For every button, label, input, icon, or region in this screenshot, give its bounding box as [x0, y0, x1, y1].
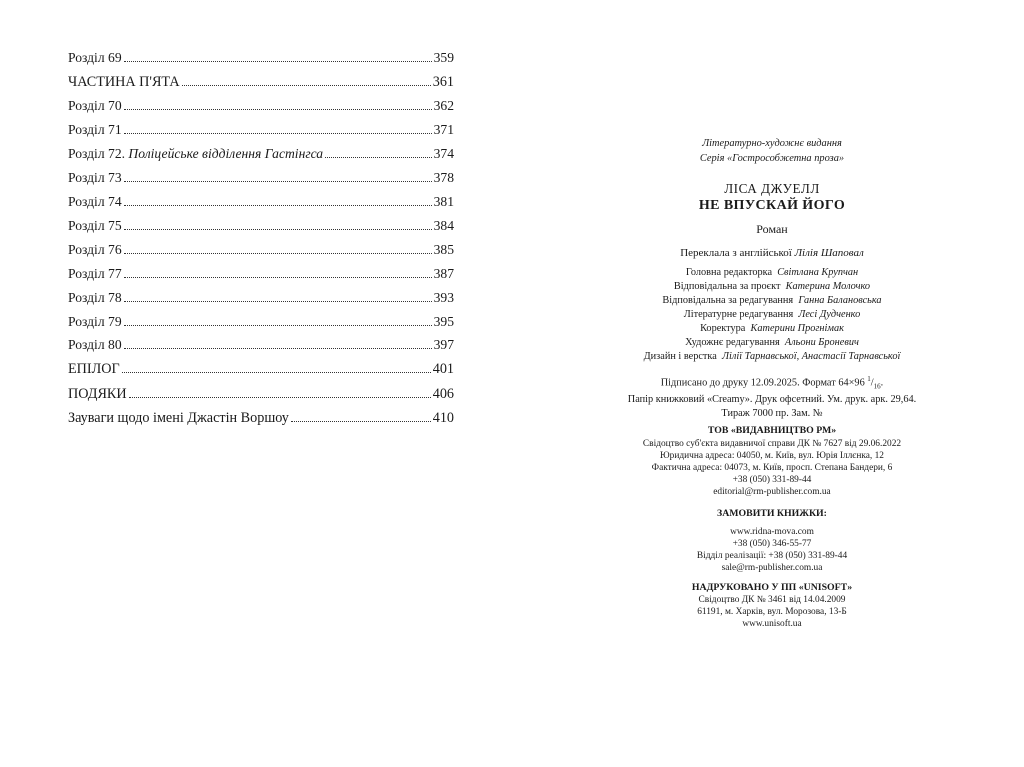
credit-name: Лілії Тарнавської, Анастасії Тарнавської	[722, 351, 901, 362]
order-line: +38 (050) 346-55-77	[732, 538, 812, 549]
publisher-line: Свідоцтво суб'єкта видавничої справи ДК № 7627 від 29.06.2022	[642, 438, 902, 449]
toc-entry	[68, 190, 454, 214]
toc-entry	[68, 70, 454, 95]
toc-label: ЕПІЛОГ	[68, 361, 120, 378]
author-name: ЛІСА ДЖУЕЛЛ	[724, 181, 820, 196]
imprint-block	[614, 136, 930, 630]
credit-name: Ганна Балановська	[798, 295, 882, 306]
order-line: Відділ реалізації: +38 (050) 331-89-44	[696, 551, 848, 562]
toc-entry	[68, 142, 454, 166]
toc-entry	[68, 238, 454, 262]
translator-line	[614, 247, 930, 259]
toc-entry	[68, 214, 454, 238]
toc-entry	[68, 94, 454, 118]
order-heading: ЗАМОВИТИ КНИЖКИ:	[717, 507, 827, 519]
toc-entry	[68, 286, 454, 310]
toc-entry	[68, 166, 454, 190]
toc-label: Розділ 77	[68, 265, 122, 281]
toc-label: Розділ 74	[68, 194, 122, 210]
toc-entry	[68, 333, 454, 357]
publisher-line: editorial@rm-publisher.com.ua	[713, 487, 831, 498]
toc-entry	[68, 310, 454, 334]
toc-leader	[124, 325, 432, 326]
toc-page-number: 374	[433, 146, 454, 162]
toc-leader	[124, 348, 432, 349]
translator-name: Лілія Шаповал	[794, 247, 864, 259]
toc-entry	[68, 118, 454, 142]
toc-page-number: 385	[433, 241, 454, 257]
toc-leader	[182, 85, 431, 86]
book-genre: Роман	[756, 222, 788, 236]
toc-entry	[68, 382, 454, 407]
publisher-line: +38 (050) 331-89-44	[732, 475, 812, 486]
toc-label: ПОДЯКИ	[68, 385, 127, 402]
credit-role: Дизайн і верстка	[643, 351, 717, 362]
order-contacts	[614, 526, 930, 575]
credit-role: Коректура	[700, 323, 746, 334]
right-page	[512, 0, 1024, 767]
credit-role: Художнє редагування	[685, 337, 780, 348]
toc-page-number: 397	[433, 337, 454, 353]
toc-leader	[129, 397, 431, 398]
toc-page-number: 384	[433, 217, 454, 233]
toc-leader	[124, 181, 432, 182]
printer-name: НАДРУКОВАНО У ПП «UNISOFT»	[691, 581, 853, 593]
publisher-block	[614, 425, 930, 498]
order-line: sale@rm-publisher.com.ua	[721, 563, 823, 574]
toc-entry	[68, 262, 454, 286]
order-line: www.ridna-mova.com	[730, 526, 814, 537]
toc-page-number: 361	[432, 73, 454, 90]
credit-role: Відповідальна за редагування	[662, 295, 794, 306]
credit-line	[614, 280, 930, 294]
toc-label: ЧАСТИНА П'ЯТА	[68, 73, 180, 90]
toc-leader	[124, 205, 432, 206]
toc-leader	[291, 421, 431, 422]
toc-label: Розділ 71	[68, 122, 122, 138]
toc-page-number: 371	[433, 122, 454, 138]
credit-line	[614, 308, 930, 322]
publisher-line: Юридична адреса: 04050, м. Київ, вул. Юрія Іллєнка, 12	[660, 450, 884, 461]
toc-page-number: 410	[432, 410, 454, 427]
credit-name: Лесі Дудченко	[798, 309, 861, 320]
toc-label: Розділ 79	[68, 313, 122, 329]
toc-page-number: 362	[433, 98, 454, 114]
series-name: Серія «Гострособжетна проза»	[699, 153, 845, 164]
toc-leader	[124, 301, 432, 302]
toc-entry	[68, 357, 454, 382]
toc-page-number: 359	[433, 50, 454, 65]
toc-label: Розділ 78	[68, 289, 122, 305]
credit-line	[614, 294, 930, 308]
credit-name: Світлана Крупчан	[777, 267, 859, 278]
toc-leader	[124, 253, 432, 254]
toc-entry	[68, 46, 454, 70]
toc-entry	[68, 406, 454, 431]
credit-name: Катерина Молочко	[785, 281, 871, 292]
toc-page-number: 395	[433, 313, 454, 329]
toc-leader	[124, 277, 432, 278]
toc-leader	[122, 372, 431, 373]
book-title: НЕ ВПУСКАЙ ЙОГО	[698, 198, 846, 213]
toc-page-number: 401	[432, 361, 454, 378]
toc-leader	[124, 133, 432, 134]
toc-leader	[124, 61, 432, 62]
publisher-name: ТОВ «ВИДАВНИЦТВО РМ»	[707, 425, 837, 437]
toc-page-number: 387	[433, 265, 454, 281]
credit-name: Альони Броневич	[784, 337, 859, 348]
toc-label: Розділ 69	[68, 50, 122, 65]
print-line-1: Підписано до друку 12.09.2025. Формат 64×96 $^1/_{16}$.	[660, 375, 884, 391]
toc-page-number: 381	[433, 194, 454, 210]
toc-label: Зауваги щодо імені Джастін Воршоу	[68, 410, 289, 427]
credit-line	[614, 350, 930, 364]
toc-page-number: 378	[433, 170, 454, 186]
print-line-2: Папір книжковий «Creamy». Друк офсетний. Ум. друк. арк. 29,64.	[627, 394, 917, 406]
toc-label: Розділ 72.	[68, 146, 126, 162]
printer-line: www.unisoft.ua	[742, 619, 802, 630]
print-info	[614, 372, 930, 421]
translator-label: Переклала з англійської	[680, 247, 792, 259]
toc-leader	[124, 229, 432, 230]
toc-label: Розділ 76	[68, 241, 122, 257]
credit-name: Катерини Прогнімак	[750, 323, 844, 334]
toc-label: Розділ 75	[68, 217, 122, 233]
table-of-contents	[68, 46, 454, 431]
toc-leader	[325, 157, 432, 158]
print-line-3: Тираж 7000 пр. Зам. №	[721, 408, 823, 420]
printer-line: 61191, м. Харків, вул. Морозова, 13-Б	[697, 606, 847, 617]
printer-block	[614, 582, 930, 631]
credit-line	[614, 336, 930, 350]
credit-role: Головна редакторка	[685, 267, 773, 278]
toc-label: Розділ 73	[68, 170, 122, 186]
toc-leader	[124, 109, 432, 110]
publisher-line: Фактична адреса: 04073, м. Київ, просп. Степана Бандери, 6	[651, 463, 893, 474]
credit-role: Літературне редагування	[683, 309, 794, 320]
toc-page-number: 406	[432, 385, 454, 402]
toc-label: Розділ 80	[68, 337, 122, 353]
printer-line: Свідоцтво ДК № 3461 від 14.04.2009	[698, 594, 846, 605]
toc-label: Розділ 70	[68, 98, 122, 114]
edition-type: Літературно-художнє видання	[702, 138, 842, 149]
toc-page-number: 393	[433, 289, 454, 305]
toc-subtitle: Поліцейське відділення Гастінгса	[128, 146, 324, 162]
credit-role: Відповідальна за проєкт	[673, 281, 781, 292]
credits-list	[614, 266, 930, 364]
credit-line	[614, 266, 930, 280]
credit-line	[614, 322, 930, 336]
